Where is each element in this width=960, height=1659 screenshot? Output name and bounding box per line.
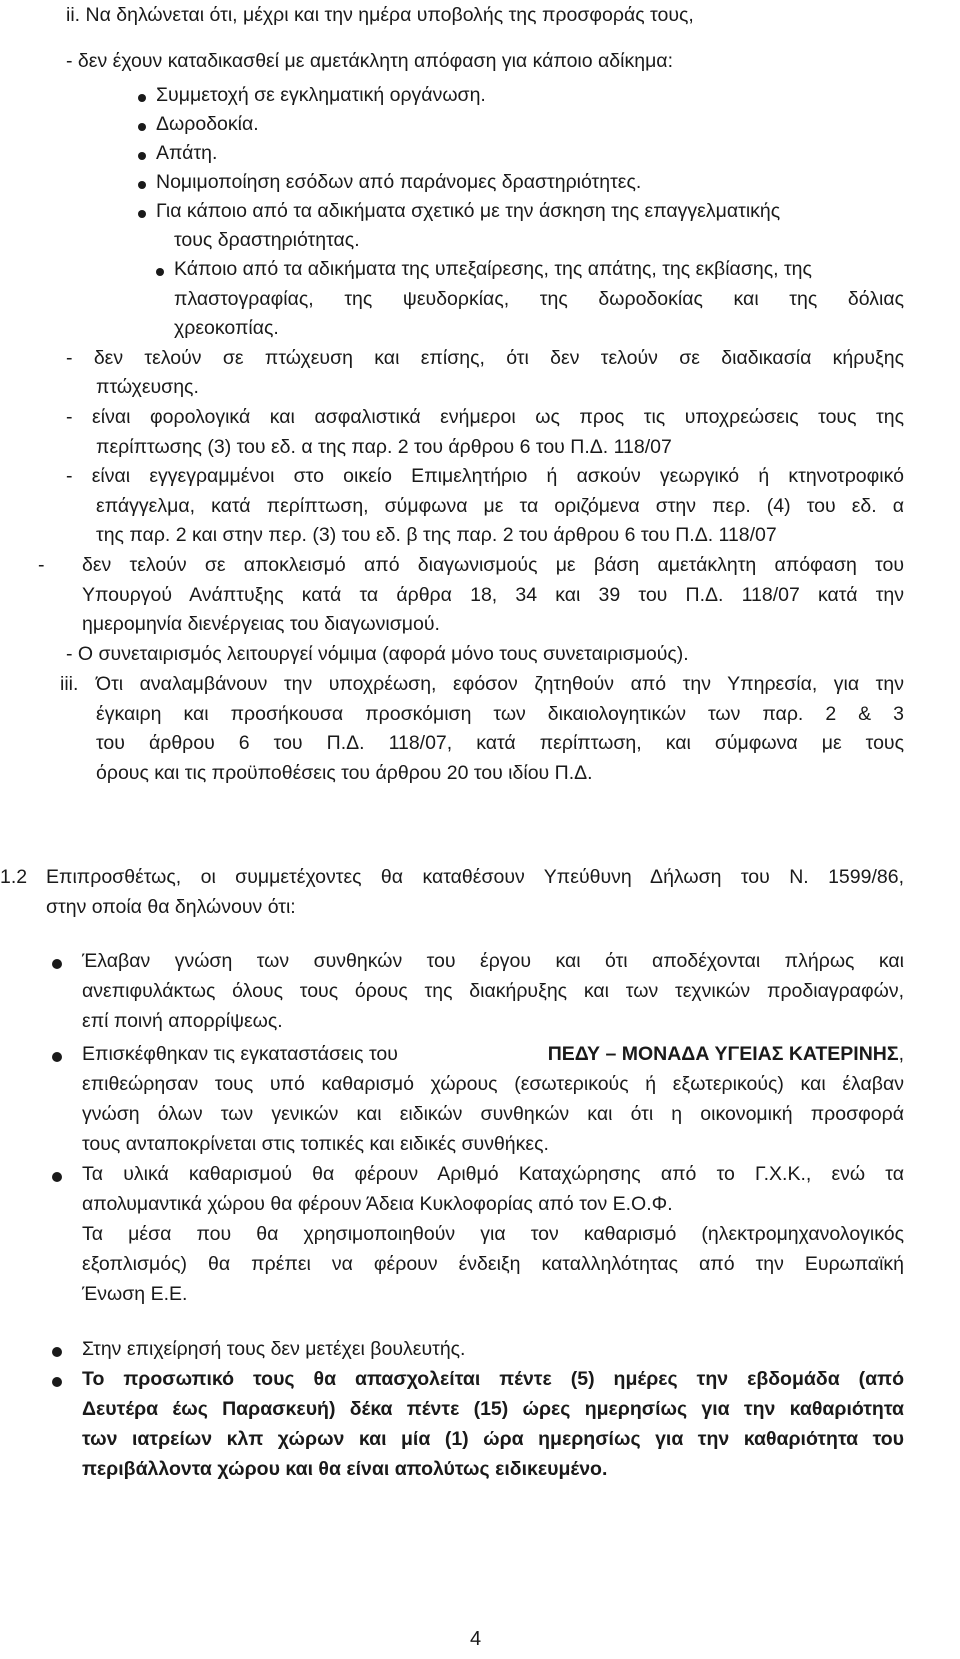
item-materials-line3: Τα μέσα που θα χρησιμοποιηθούν για τον καθαρισμό (ηλεκτρομηχανολογικός — [82, 1223, 904, 1245]
section-iii-marker: iii. — [60, 673, 79, 695]
dash-item-bankruptcy-line2: πτώχευσης. — [96, 376, 199, 398]
section-ii-heading: ii. Να δηλώνεται ότι, μέχρι και την ημέρα υποβολής της προσφοράς τους, — [66, 4, 694, 26]
section-iii-line2: έγκαιρη και προσήκουσα προσκόμιση των δικαιολογητικών των παρ. 2 & 3 — [96, 703, 904, 725]
bullet-dot — [52, 959, 62, 969]
bullet-dot — [138, 123, 146, 131]
bullet-dot — [138, 152, 146, 160]
dash-item-chamber-line1: - είναι εγγεγραμμένοι στο οικείο Επιμελητήριο ή ασκούν γεωργικό ή κτηνοτροφικό — [66, 465, 904, 487]
section-number: 1.2 — [0, 866, 28, 888]
dash-item-exclusion-line1: δεν τελούν σε αποκλεισμό από διαγωνισμούς με βάση αμετάκλητη απόφαση του — [82, 554, 904, 576]
item-awareness-line1: Έλαβαν γνώση των συνθηκών του έργου και ότι αποδέχονται πλήρως και — [82, 950, 904, 972]
dash-item-exclusion-line3: ημερομηνία διενέργειας του διαγωνισμού. — [82, 613, 440, 635]
bullet-dot — [138, 210, 146, 218]
item-staff-line1: Το προσωπικό τους θα απασχολείται πέντε (5) ημέρες την εβδομάδα (από — [82, 1368, 904, 1390]
dash-item-chamber-line3: της παρ. 2 και στην περ. (3) του εδ. β της παρ. 2 του άρθρου 6 του Π.Δ. 118/07 — [96, 524, 777, 546]
bullet-dot — [156, 268, 164, 276]
bullet-dot — [52, 1052, 62, 1062]
item-visit-line2: επιθεώρησαν τους υπό καθαρισμό χώρους (εσωτερικούς ή εξωτερικούς) και έλαβαν — [82, 1073, 904, 1095]
item-staff-line4: περιβάλλοντα χώρου και θα είναι απολύτως ειδικευμένο. — [82, 1458, 608, 1480]
bullet-bribery: Δωροδοκία. — [156, 113, 259, 135]
dash-item-convictions: - δεν έχουν καταδικασθεί με αμετάκλητη απόφαση για κάποιο αδίκημα: — [66, 50, 673, 72]
section-iii-line1: Ότι αναλαμβάνουν την υποχρέωση, εφόσον ζητηθούν από την Υπηρεσία, για την — [96, 673, 904, 695]
section-iii-line3: του άρθρου 6 του Π.Δ. 118/07, κατά περίπτωση, και σύμφωνα με τους — [96, 732, 904, 754]
item-materials-line2: απολυμαντικά χώρου θα φέρουν Άδεια Κυκλοφορίας από τον Ε.Ο.Φ. — [82, 1193, 673, 1215]
bullet-offences-line2: πλαστογραφίας, της ψευδορκίας, της δωροδοκίας και της δόλιας — [174, 288, 904, 310]
item-staff-line3: των ιατρείων κλπ χώρων και μία (1) ώρα ημερησίως για την καθαριότητα του — [82, 1428, 904, 1450]
item-visit-line3: γνώση όλων των γενικών και ειδικών συνθηκών και ότι η οικονομική προσφορά — [82, 1103, 904, 1125]
dash-item-cooperative: - Ο συνεταιρισμός λειτουργεί νόμιμα (αφορά μόνο τους συνεταιρισμούς). — [66, 643, 689, 665]
dash-item-tax-line2: περίπτωσης (3) του εδ. α της παρ. 2 του άρθρου 6 του Π.Δ. 118/07 — [96, 436, 672, 458]
item-awareness-line3: επί ποινή απορρίψεως. — [82, 1010, 283, 1032]
bullet-dot — [52, 1377, 62, 1387]
dash-marker: - — [38, 554, 45, 576]
facility-name: ΠΕΔΥ – ΜΟΝΑΔΑ ΥΓΕΙΑΣ ΚΑΤΕΡΙΝΗΣ — [547, 1043, 899, 1065]
item-staff-line2: Δευτέρα έως Παρασκευή) δέκα πέντε (15) ώρες ημερησίως για την καθαριότητα — [82, 1398, 904, 1420]
dash-item-tax-line1: - είναι φορολογικά και ασφαλιστικά ενήμεροι ως προς τις υποχρεώσεις τους της — [66, 406, 904, 428]
bullet-professional-offence-line1: Για κάποιο από τα αδικήματα σχετικό με την άσκηση της επαγγελματικής — [156, 200, 781, 222]
bullet-offences-line3: χρεοκοπίας. — [174, 317, 279, 339]
item-visit-line1: Επισκέφθηκαν τις εγκαταστάσεις του ΠΕΔΥ – ΜΟΝΑΔΑ ΥΓΕΙΑΣ ΚΑΤΕΡΙΝΗΣ, — [82, 1043, 904, 1065]
bullet-dot — [138, 94, 146, 102]
item-awareness-line2: ανεπιφυλάκτως όλους τους όρους της διακήρυξης και των τεχνικών προδιαγραφών, — [82, 980, 904, 1002]
item-visit-line4: τους ανταποκρίνεται στις τοπικές και ειδικές συνθήκες. — [82, 1133, 549, 1155]
section-12-intro-line2: στην οποία θα δηλώνουν ότι: — [46, 896, 296, 918]
bullet-money-laundering: Νομιμοποίηση εσόδων από παράνομες δραστηριότητες. — [156, 171, 642, 193]
dash-item-chamber-line2: επάγγελμα, κατά περίπτωση, σύμφωνα με τα οριζόμενα στην περ. (4) του εδ. α — [96, 495, 904, 517]
bullet-fraud: Απάτη. — [156, 142, 218, 164]
dash-item-exclusion-line2: Υπουργού Ανάπτυξης κατά τα άρθρα 18, 34 και 39 του Π.Δ. 118/07 κατά την — [82, 584, 904, 606]
item-materials-line1: Τα υλικά καθαρισμού θα φέρουν Αριθμό Καταχώρησης από το Γ.Χ.Κ., ενώ τα — [82, 1163, 904, 1185]
bullet-dot — [52, 1347, 62, 1357]
section-iii-line4: όρους και τις προϋποθέσεις του άρθρου 20 του ιδίου Π.Δ. — [96, 762, 593, 784]
item-no-mp: Στην επιχείρησή τους δεν μετέχει βουλευτής. — [82, 1338, 466, 1360]
bullet-offences-line1: Κάποιο από τα αδικήματα της υπεξαίρεσης, της απάτης, της εκβίασης, της — [174, 258, 812, 280]
bullet-dot — [138, 181, 146, 189]
bullet-professional-offence-line2: τους δραστηριότητας. — [174, 229, 360, 251]
section-12-intro-line1: Επιπροσθέτως, οι συμμετέχοντες θα καταθέσουν Υπεύθυνη Δήλωση του Ν. 1599/86, — [46, 866, 904, 888]
item-materials-line4: εξοπλισμός) θα πρέπει να φέρουν ένδειξη καταλληλότητας από την Ευρωπαϊκή — [82, 1253, 904, 1275]
page-number: 4 — [470, 1628, 482, 1650]
bullet-dot — [52, 1172, 62, 1182]
item-visit-text: Επισκέφθηκαν τις εγκαταστάσεις του — [82, 1043, 398, 1065]
dash-item-bankruptcy-line1: - δεν τελούν σε πτώχευση και επίσης, ότι δεν τελούν σε διαδικασία κήρυξης — [66, 347, 904, 369]
item-materials-line5: Ένωση Ε.Ε. — [82, 1283, 188, 1305]
bullet-organized-crime: Συμμετοχή σε εγκληματική οργάνωση. — [156, 84, 486, 106]
